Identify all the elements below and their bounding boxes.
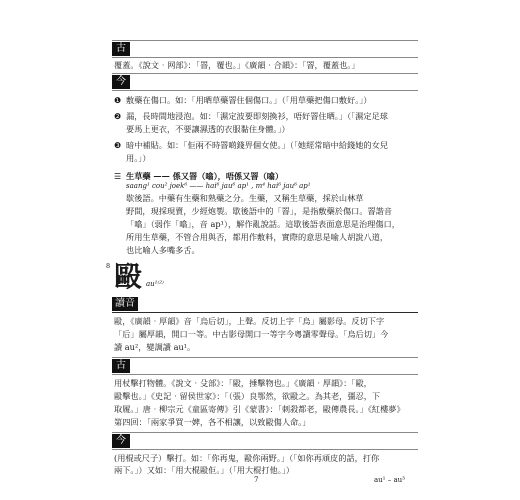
- idiom-line: 也比喻人多嘴多舌。: [126, 245, 200, 255]
- ancient-line: 毆擊也。」《史記‧留侯世家》：「（張）良鄂然，欲毆之。為其老，彊忍，下: [114, 391, 381, 401]
- idiom-headword: 生草藥 —— 係又罯（噏），唔係又罯（噏）: [126, 171, 284, 181]
- ancient-line: 取履。」唐‧柳宗元《童區寄傳》引《蒙書》：「刺殺都老，毆傳農長。」《紅樓夢》: [114, 404, 405, 414]
- sense-text: 漏，長時間地浸泡。如：「濕定波要即刻換衫，唔好罯住晒。」（「濕定足球: [126, 111, 388, 121]
- sense-number: ❸: [114, 140, 122, 150]
- rule: [112, 57, 418, 58]
- idiom-line: 所用生草藥，不管合用與否，都用作敷料，實際的意思是喻人胡說八道，: [126, 232, 389, 242]
- section-badge-modern: 今: [112, 434, 130, 448]
- idiom-line: 野間，現採現賣，少經炮製。歇後語中的「罯」，是指敷藥於傷口。罯諧音: [126, 206, 393, 216]
- section-badge-ancient: 古: [112, 42, 130, 56]
- rule: [112, 449, 418, 450]
- entry-headword: 毆: [114, 260, 143, 293]
- sense-text: 用。」）: [126, 153, 151, 163]
- entry-index: 8: [106, 262, 111, 270]
- sense-text: 暗中補貼。如：「佢兩不時罯啲錢畀個女使。」（「她經常暗中給錢她的女兒: [126, 140, 388, 150]
- reading-line: 毆，《廣韻‧厚韻》音「烏后切」，上聲。反切上字「烏」屬影母。反切下字: [114, 316, 385, 326]
- rule: [112, 90, 418, 91]
- reading-line: 讀 au²，變調讀 au¹。: [114, 342, 196, 352]
- idiom-line: 「噏」（弱作「噏」，音 ap¹），解作亂說話。這歇後語表面意思是治理傷口，: [126, 219, 400, 229]
- page-range: au¹ – au³: [374, 476, 405, 484]
- modern-line: 兩下。」）又如：「用大棍毆佢。」（「用大棍打他。」）: [114, 465, 295, 475]
- rule: [112, 357, 418, 358]
- rule: [112, 40, 418, 41]
- reading-line: 「后」屬厚韻，開口一等。中古影母開口一等字今粵讀零聲母。「烏后切」今: [114, 329, 389, 339]
- ancient-definition: 覆蓋。《說文‧网部》：「罯，覆也。」《廣韻‧合韻》：「罯，覆蓋也。」: [114, 60, 360, 70]
- rule: [112, 374, 418, 375]
- rule: [112, 73, 418, 74]
- sense-number: ❷: [114, 111, 122, 121]
- idiom-mark: ☰: [114, 171, 122, 181]
- section-badge-modern: 今: [112, 75, 130, 89]
- sense-number: ❶: [114, 95, 122, 105]
- ancient-line: 第四回：「兩家爭買一婢，各不相讓，以致毆傷人命。」: [114, 417, 311, 427]
- section-badge-reading: 讀音: [112, 297, 138, 311]
- idiom-romanization: saang¹ cou² joek⁶ —— hai⁶ jau⁶ ap¹ , m⁴ hai⁶ jau⁶ ap¹: [126, 182, 311, 190]
- section-badge-ancient: 古: [112, 359, 130, 373]
- idiom-line: 歇後語。中藥有生藥和熟藥之分。生藥，又稱生草藥，採於山林草: [126, 193, 364, 203]
- sense-text: 要馬上更衣，不要讓濕透的衣服黏住身體。」）: [126, 124, 290, 134]
- sense-text: 敷藥在傷口。如：「用晒草藥罯住個傷口。」（「用草藥把傷口敷好。」）: [126, 95, 372, 105]
- modern-line: (用棍或尺子）擊打。如：「你再鬼，毆你兩野。」（「如你再頑皮的話，打你: [114, 453, 380, 463]
- entry-romanization: au¹⁽²⁾: [146, 280, 164, 288]
- ancient-line: 用杖擊打物體。《說文‧殳部》：「毆，捶擊物也。」《廣韻‧厚韻》：「毆，: [114, 378, 372, 388]
- rule: [112, 432, 418, 433]
- page-number: 7: [254, 476, 259, 484]
- rule: [112, 312, 418, 313]
